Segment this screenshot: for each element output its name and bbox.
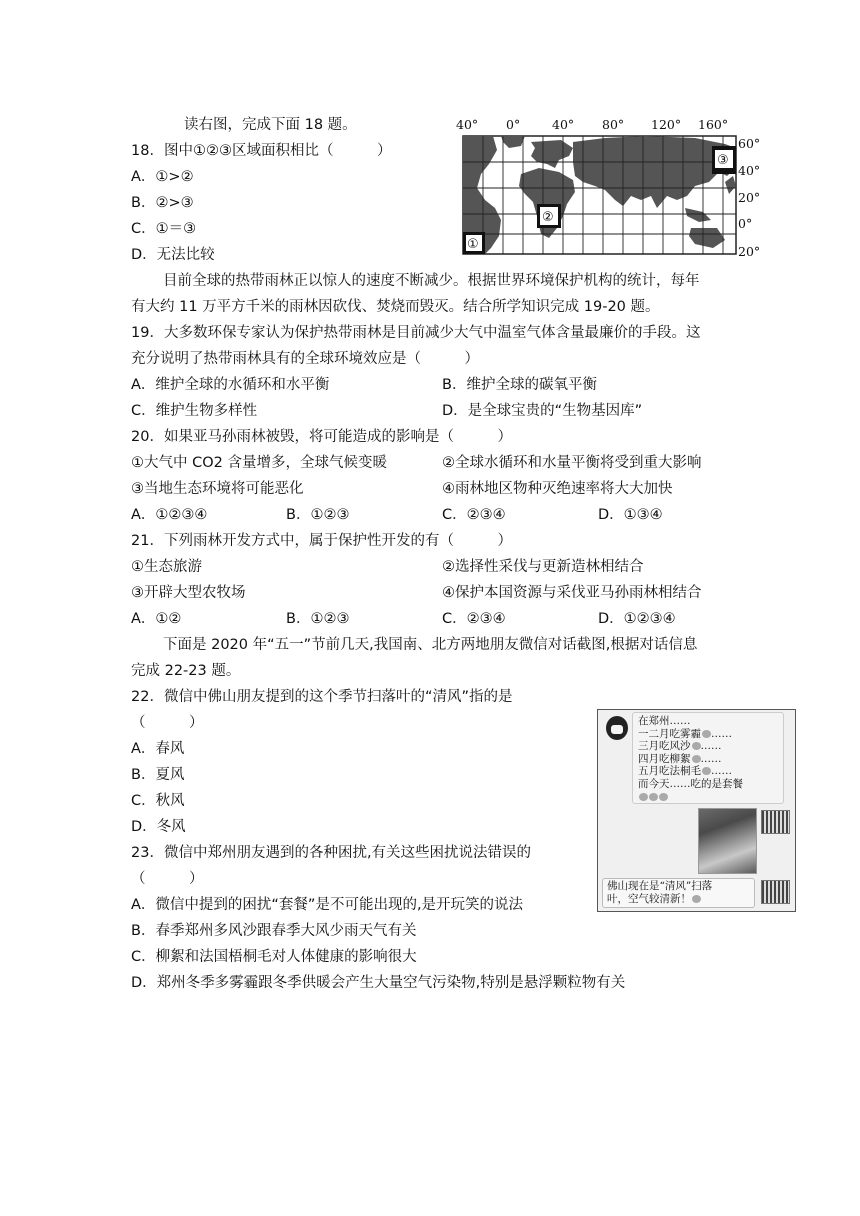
map-lat-label: 20° bbox=[738, 244, 760, 259]
region-2-label: ② bbox=[542, 210, 554, 225]
chat-line: 三月吃风沙 bbox=[638, 740, 691, 753]
q19-option-d: D．是全球宝贵的“生物基因库” bbox=[442, 403, 643, 419]
emoji-icon bbox=[692, 742, 701, 750]
q20-item-1: ①大气中 CO2 含量增多，全球气候变暖 bbox=[131, 455, 387, 471]
leaves-photo bbox=[698, 808, 757, 874]
intro-19-line1: 目前全球的热带雨林正以惊人的速度不断减少。根据世界环境保护机构的统计，每年 bbox=[163, 273, 700, 289]
intro-22-line2: 完成 22-23 题。 bbox=[131, 663, 241, 679]
q21-item-4: ④保护本国资源与采伐亚马孙雨林相结合 bbox=[442, 585, 702, 601]
foshan-message-bubble bbox=[602, 878, 755, 908]
map-lat-label: 20° bbox=[738, 190, 760, 205]
emoji-icon bbox=[639, 793, 648, 801]
world-map-figure bbox=[455, 116, 760, 260]
q20-item-2: ②全球水循环和水量平衡将受到重大影响 bbox=[442, 455, 702, 471]
q20-item-3: ③当地生态环境将可能恶化 bbox=[131, 481, 304, 497]
q22-stem-line2: （ ） bbox=[131, 715, 204, 731]
q19-stem-line2: 充分说明了热带雨林具有的全球环境效应是（ ） bbox=[131, 351, 479, 367]
q18-stem: 18．图中①②③区域面积相比（ ） bbox=[131, 143, 392, 159]
chat-line: 四月吃柳絮 bbox=[638, 752, 691, 765]
map-lon-label: 0° bbox=[506, 117, 521, 132]
map-lon-label: 120° bbox=[651, 117, 682, 132]
map-body bbox=[463, 136, 736, 254]
map-lon-label: 80° bbox=[602, 117, 625, 132]
q18-option-c: C．①＝③ bbox=[131, 221, 197, 237]
foshan-friend-avatar bbox=[761, 810, 790, 834]
chat-line: 而今天……吃的是套餐 bbox=[638, 777, 743, 790]
q21-item-3: ③开辟大型农牧场 bbox=[131, 585, 246, 601]
q18-option-b: B．②>③ bbox=[131, 195, 194, 211]
chat-line: 一二月吃雾霾 bbox=[638, 727, 701, 740]
wechat-screenshot bbox=[597, 709, 796, 912]
chat-line: 叶，空气较清新！ bbox=[607, 893, 691, 905]
q22-option-c: C．秋风 bbox=[131, 793, 185, 809]
q20-stem: 20．如果亚马孙雨林被毁，将可能造成的影响是（ ） bbox=[131, 429, 512, 445]
q23-stem-line2: （ ） bbox=[131, 871, 204, 887]
map-lon-label: 40° bbox=[456, 117, 479, 132]
region-1-marker bbox=[463, 232, 485, 254]
region-1-label: ① bbox=[467, 237, 479, 252]
q19-option-a: A．维护全球的水循环和水平衡 bbox=[131, 377, 330, 393]
q23-option-a: A．微信中提到的困扰“套餐”是不可能出现的,是开玩笑的说法 bbox=[131, 897, 524, 913]
q20-option-d: D．①③④ bbox=[598, 507, 663, 523]
emoji-icon bbox=[702, 730, 711, 738]
q22-option-b: B．夏风 bbox=[131, 767, 185, 783]
q22-option-d: D．冬风 bbox=[131, 819, 186, 835]
q19-stem-line1: 19．大多数环保专家认为保护热带雨林是目前减少大气中温室气体含量最廉价的手段。这 bbox=[131, 325, 701, 341]
intro-18: 读右图，完成下面 18 题。 bbox=[184, 117, 357, 133]
q23-option-c: C．柳絮和法国梧桐毛对人体健康的影响很大 bbox=[131, 949, 417, 965]
region-3-marker bbox=[712, 146, 736, 174]
q18-option-d: D．无法比较 bbox=[131, 247, 215, 263]
emoji-icon bbox=[692, 755, 701, 763]
zhengzhou-message-bubble: 在郑州…… 一二月吃雾霾 …… 三月吃风沙 …… 四月吃柳絮 …… 五月吃法桐毛 …… 而今天……吃的是套餐 bbox=[632, 712, 784, 804]
q19-option-c: C．维护生物多样性 bbox=[131, 403, 258, 419]
q20-option-c: C．②③④ bbox=[442, 507, 506, 523]
map-lat-label: 0° bbox=[738, 216, 753, 231]
q19-option-b: B．维护全球的碳氧平衡 bbox=[442, 377, 597, 393]
map-lat-label: 60° bbox=[738, 136, 760, 151]
chat-line: 五月吃法桐毛 bbox=[638, 765, 701, 778]
region-3-label: ③ bbox=[717, 153, 729, 168]
map-lon-label: 40° bbox=[552, 117, 575, 132]
q20-option-a: A．①②③④ bbox=[131, 507, 208, 523]
q21-option-a: A．①② bbox=[131, 611, 182, 627]
q21-option-b: B．①②③ bbox=[286, 611, 350, 627]
map-lat-label: 40° bbox=[738, 163, 760, 178]
q23-option-b: B．春季郑州多风沙跟春季大风少雨天气有关 bbox=[131, 923, 417, 939]
q22-stem-line1: 22．微信中佛山朋友提到的这个季节扫落叶的“清风”指的是 bbox=[131, 689, 513, 705]
q21-item-1: ①生态旅游 bbox=[131, 559, 202, 575]
q21-item-2: ②选择性采伐与更新造林相结合 bbox=[442, 559, 644, 575]
chat-line: 在郑州…… bbox=[638, 715, 691, 727]
emoji-icon bbox=[702, 767, 711, 775]
zhengzhou-friend-avatar bbox=[606, 716, 628, 740]
region-2-marker bbox=[537, 204, 561, 228]
map-lon-label: 160° bbox=[698, 117, 729, 132]
foshan-friend-avatar bbox=[761, 880, 790, 904]
q21-option-c: C．②③④ bbox=[442, 611, 506, 627]
chat-line: 佛山现在是“清风”扫落 bbox=[607, 880, 713, 892]
intro-22-line1: 下面是 2020 年“五一”节前几天,我国南、北方两地朋友微信对话截图,根据对话信息 bbox=[163, 637, 698, 653]
q21-stem: 21．下列雨林开发方式中，属于保护性开发的有（ ） bbox=[131, 533, 512, 549]
q20-item-4: ④雨林地区物种灭绝速率将大大加快 bbox=[442, 481, 673, 497]
q20-option-b: B．①②③ bbox=[286, 507, 350, 523]
emoji-icon bbox=[659, 793, 668, 801]
q21-option-d: D．①②③④ bbox=[598, 611, 676, 627]
q22-option-a: A．春风 bbox=[131, 741, 185, 757]
q18-option-a: A．①>② bbox=[131, 169, 194, 185]
emoji-icon bbox=[649, 793, 658, 801]
intro-19-line2: 有大约 11 万平方千米的雨林因砍伐、焚烧而毁灭。结合所学知识完成 19-20 题。 bbox=[131, 299, 660, 315]
smile-emoji-icon bbox=[692, 895, 701, 903]
q23-option-d: D．郑州冬季多雾霾跟冬季供暖会产生大量空气污染物,特别是悬浮颗粒物有关 bbox=[131, 975, 626, 991]
q23-stem-line1: 23．微信中郑州朋友遇到的各种困扰,有关这些困扰说法错误的 bbox=[131, 845, 532, 861]
